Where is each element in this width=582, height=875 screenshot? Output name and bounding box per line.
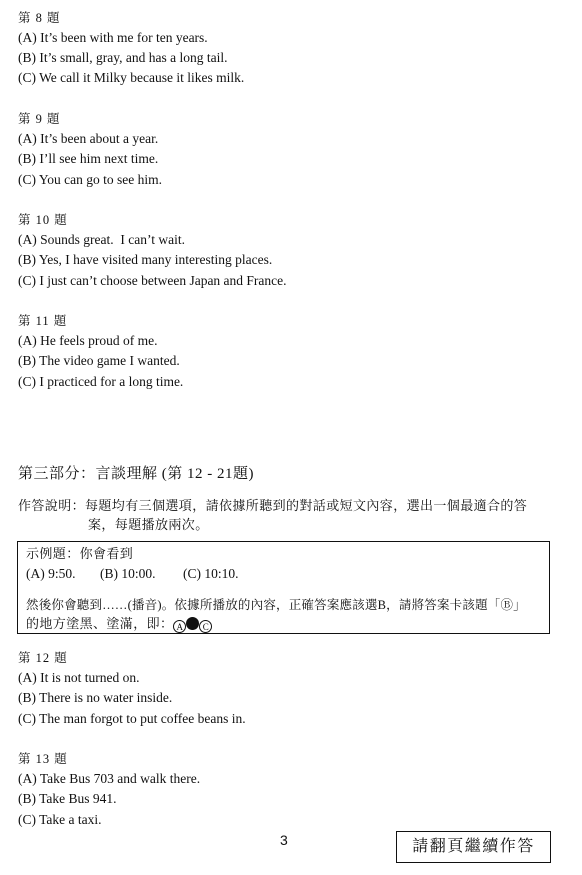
question-9-option-a: (A) It’s been about a year.	[18, 131, 159, 146]
filled-bubble-icon	[186, 617, 199, 630]
question-12-heading: 第 12 題	[18, 651, 68, 665]
question-13-option-c: (C) Take a taxi.	[18, 812, 102, 827]
section-3-instructions-line-2: 案，每題播放兩次。	[88, 517, 209, 532]
page-number: 3	[280, 832, 288, 848]
question-9-option-c: (C) You can go to see him.	[18, 172, 162, 187]
bubble-c-icon: C	[199, 620, 212, 633]
example-explanation-text: 的地方塗黑、塗滿，即：	[26, 616, 174, 631]
section-3-instructions-line-1: 作答說明：每題均有三個選項，請依據所聽到的對話或短文內容，選出一個最適合的答	[18, 498, 528, 513]
question-11-option-b: (B) The video game I wanted.	[18, 353, 180, 368]
example-explanation-line-1: 然後你會聽到……(播音)。依據所播放的內容，正確答案應該選B，請將答案卡該題「Ⓑ」	[26, 598, 526, 612]
question-8-option-a: (A) It’s been with me for ten years.	[18, 30, 208, 45]
section-3-title: 第三部分：言談理解 (第 12 - 21題)	[18, 466, 254, 482]
question-11-option-c: (C) I practiced for a long time.	[18, 374, 184, 389]
question-8-option-c: (C) We call it Milky because it likes milk.	[18, 70, 245, 85]
question-13-option-a: (A) Take Bus 703 and walk there.	[18, 771, 201, 786]
example-label: 示例題：你會看到	[26, 546, 134, 561]
question-12-option-b: (B) There is no water inside.	[18, 690, 173, 705]
question-8-option-b: (B) It’s small, gray, and has a long tail.	[18, 50, 228, 65]
example-explanation-line-2	[26, 614, 212, 634]
bubble-a-icon: A	[173, 620, 186, 633]
question-12-option-c: (C) The man forgot to put coffee beans in.	[18, 711, 246, 726]
question-11-option-a: (A) He feels proud of me.	[18, 333, 158, 348]
example-box	[17, 541, 550, 634]
question-9-heading: 第 9 題	[18, 112, 61, 126]
example-option-c: (C) 10:10.	[183, 566, 239, 581]
question-9-option-b: (B) I’ll see him next time.	[18, 151, 159, 166]
question-10-option-c: (C) I just can’t choose between Japan and France.	[18, 273, 287, 288]
question-13-heading: 第 13 題	[18, 752, 68, 766]
question-11-heading: 第 11 題	[18, 314, 68, 328]
question-13-option-b: (B) Take Bus 941.	[18, 791, 117, 806]
question-8-heading: 第 8 題	[18, 11, 61, 25]
question-10-heading: 第 10 題	[18, 213, 68, 227]
question-10-option-a: (A) Sounds great. I can’t wait.	[18, 232, 185, 247]
example-option-a: (A) 9:50.	[26, 566, 76, 581]
question-12-option-a: (A) It is not turned on.	[18, 670, 140, 685]
turn-page-notice: 請翻頁繼續作答	[396, 831, 551, 863]
question-10-option-b: (B) Yes, I have visited many interesting places.	[18, 252, 273, 267]
example-option-b: (B) 10:00.	[100, 566, 156, 581]
